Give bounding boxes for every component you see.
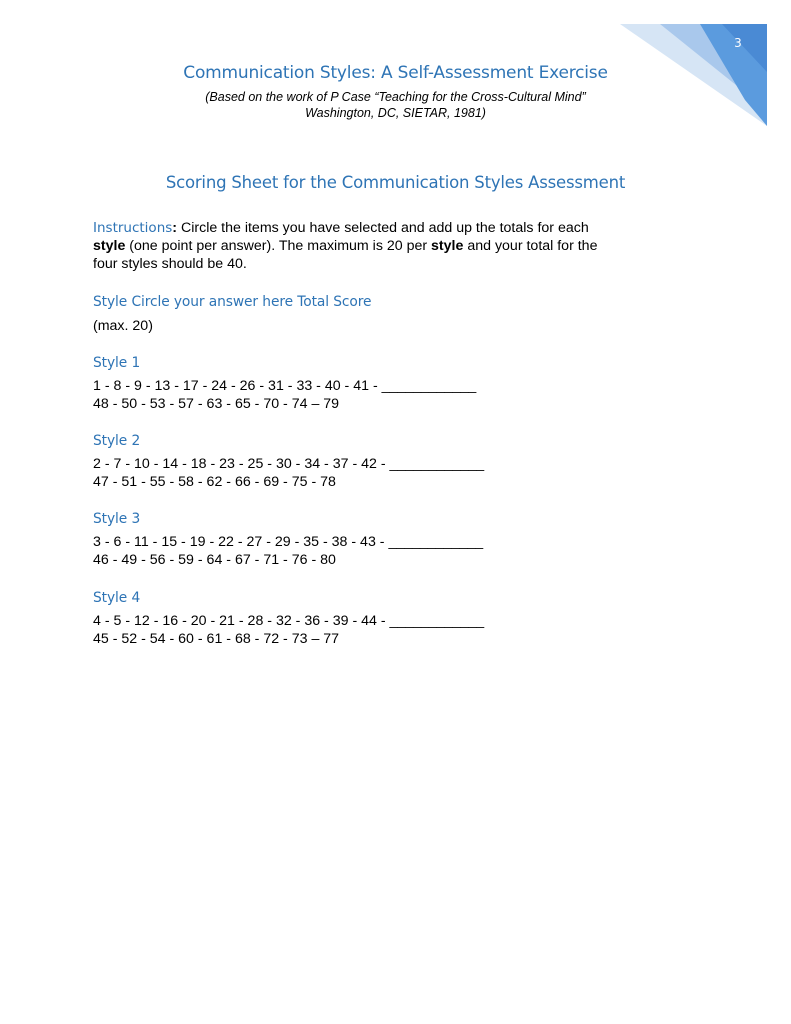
instructions-colon: :	[172, 220, 178, 236]
document-subtitle-line1: (Based on the work of P Case “Teaching for the Cross-Cultural Mind”	[205, 90, 586, 104]
instructions-bold-style-2: style	[431, 238, 464, 254]
instructions-paragraph	[93, 219, 673, 273]
style-4-answers-line2: 45 - 52 - 54 - 60 - 61 - 68 - 72 - 73 – 77	[93, 631, 340, 647]
instructions-bold-style-1: style	[93, 238, 126, 254]
style-1-answers-line2: 48 - 50 - 53 - 57 - 63 - 65 - 70 - 74 – 79	[93, 396, 340, 412]
table-column-headers: Style Circle your answer here Total Score	[93, 294, 372, 310]
document-subtitle-line2: Washington, DC, SIETAR, 1981)	[305, 106, 486, 120]
instructions-text-4: four styles should be 40.	[93, 256, 247, 272]
instructions-text-3: and your total for the	[463, 238, 598, 254]
instructions-text-1: Circle the items you have selected and add up the totals for each	[177, 220, 589, 236]
style-4-heading: Style 4	[93, 590, 141, 606]
instructions-label: Instructions	[93, 220, 173, 236]
style-2-answers-line2: 47 - 51 - 55 - 58 - 62 - 66 - 69 - 75 - 78	[93, 474, 336, 490]
style-1-answers-line1: 1 - 8 - 9 - 13 - 17 - 24 - 26 - 31 - 33 - 40 - 41 - ____________	[93, 378, 477, 394]
instructions-text-2: (one point per answer). The maximum is 20 per	[125, 238, 432, 254]
section-heading: Scoring Sheet for the Communication Styles Assessment	[165, 173, 626, 192]
style-3-answers-line2: 46 - 49 - 56 - 59 - 64 - 67 - 71 - 76 - 80	[93, 552, 336, 568]
page-number: 3	[734, 36, 742, 50]
max-score-note: (max. 20)	[93, 318, 153, 334]
style-1-heading: Style 1	[93, 355, 141, 371]
style-3-heading: Style 3	[93, 511, 141, 527]
style-4-answers-line1: 4 - 5 - 12 - 16 - 20 - 21 - 28 - 32 - 36 - 39 - 44 - ____________	[93, 613, 485, 629]
style-2-heading: Style 2	[93, 433, 141, 449]
style-2-answers-line1: 2 - 7 - 10 - 14 - 18 - 23 - 25 - 30 - 34 - 37 - 42 - ____________	[93, 456, 485, 472]
style-3-answers-line1: 3 - 6 - 11 - 15 - 19 - 22 - 27 - 29 - 35 - 38 - 43 - ____________	[93, 534, 484, 550]
document-title: Communication Styles: A Self-Assessment Exercise	[183, 63, 608, 83]
